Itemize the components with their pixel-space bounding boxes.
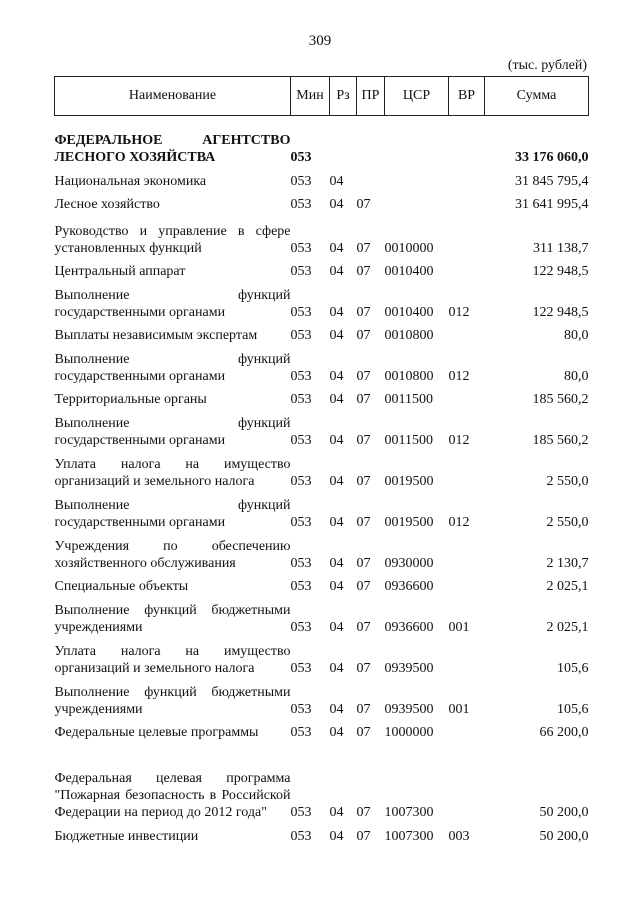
row-csr: 0011500	[384, 391, 433, 407]
row-min: 053	[290, 327, 312, 343]
table-row	[55, 213, 589, 257]
row-vr	[449, 166, 485, 190]
row-name: Выполнение функций бюджетными учреждениями	[54, 684, 291, 717]
row-sum: 105,6	[557, 660, 589, 676]
row-csr: 0019500	[384, 473, 434, 489]
row-rz: 04	[329, 555, 344, 571]
row-min: 053	[290, 724, 312, 740]
row-pr: 07	[356, 432, 371, 448]
row-rz	[330, 116, 357, 166]
row-sum: 66 200,0	[539, 724, 589, 740]
row-csr: 1007300	[384, 804, 434, 820]
row-name: Уплата налога на имущество организаций и земельного налога	[54, 456, 291, 489]
row-sum: 31 845 795,4	[515, 173, 589, 189]
row-vr: 001	[448, 619, 470, 635]
row-min: 053	[290, 555, 312, 571]
row-sum: 122 948,5	[532, 263, 589, 279]
row-pr: 07	[356, 619, 371, 635]
row-sum: 80,0	[564, 368, 589, 384]
table-row	[55, 531, 589, 572]
table-row	[55, 321, 589, 344]
row-name: Выполнение функций государственными органами	[54, 287, 291, 320]
row-pr: 07	[356, 327, 371, 343]
row-pr: 07	[356, 240, 371, 256]
row-min: 053	[290, 391, 312, 407]
row-pr: 07	[356, 701, 371, 717]
row-vr	[449, 190, 485, 213]
row-name: ФЕДЕРАЛЬНОЕ АГЕНТСТВО ЛЕСНОГО ХОЗЯЙСТВА	[54, 132, 291, 165]
row-min: 053	[290, 149, 312, 165]
row-name: Специальные объекты	[54, 578, 189, 594]
row-name: Центральный аппарат	[54, 263, 186, 279]
row-rz: 04	[329, 368, 344, 384]
row-name: Выплаты независимым экспертам	[54, 327, 258, 343]
table-row	[55, 718, 589, 741]
row-sum: 50 200,0	[539, 828, 589, 844]
row-rz: 04	[329, 804, 344, 820]
table-row	[55, 595, 589, 636]
row-csr: 0936600	[384, 578, 434, 594]
row-name: Выполнение функций государственными органами	[54, 415, 291, 448]
row-min: 053	[290, 263, 312, 279]
row-pr: 07	[356, 578, 371, 594]
row-sum: 2 550,0	[546, 473, 589, 489]
row-sum: 2 130,7	[546, 555, 589, 571]
row-min: 053	[290, 432, 312, 448]
row-sum: 50 200,0	[539, 804, 589, 820]
row-min: 053	[290, 804, 312, 820]
row-csr: 0010400	[384, 304, 434, 320]
row-rz: 04	[329, 240, 344, 256]
row-pr: 07	[356, 724, 371, 740]
row-csr: 0936600	[384, 619, 434, 635]
table-row	[55, 741, 589, 821]
row-sum: 2 025,1	[546, 619, 589, 635]
row-pr: 07	[356, 304, 371, 320]
table-row	[55, 572, 589, 595]
row-csr	[385, 166, 449, 190]
row-pr: 07	[356, 263, 371, 279]
row-pr	[357, 166, 385, 190]
row-rz: 04	[329, 724, 344, 740]
row-min: 053	[290, 196, 312, 212]
table-row	[55, 166, 589, 190]
row-min: 053	[290, 173, 312, 189]
row-sum: 31 641 995,4	[515, 196, 589, 212]
row-pr: 07	[356, 555, 371, 571]
row-rz: 04	[329, 263, 344, 279]
row-vr	[449, 718, 485, 741]
row-min: 053	[290, 240, 312, 256]
row-sum: 185 560,2	[532, 391, 589, 407]
row-sum: 80,0	[564, 327, 589, 343]
units-label: (тыс. рублей)	[507, 58, 587, 73]
row-rz: 04	[329, 391, 344, 407]
row-csr: 0010800	[384, 368, 434, 384]
row-vr	[449, 257, 485, 280]
row-pr: 07	[356, 368, 371, 384]
row-sum: 33 176 060,0	[515, 149, 589, 165]
table-row	[55, 821, 589, 845]
row-min: 053	[290, 473, 312, 489]
row-vr	[449, 321, 485, 344]
row-vr: 012	[448, 368, 470, 384]
row-min: 053	[290, 578, 312, 594]
row-name: Выполнение функций государственными органами	[54, 497, 291, 530]
row-rz: 04	[329, 432, 344, 448]
header-min: Мин	[291, 77, 330, 116]
row-min: 053	[290, 514, 312, 530]
row-rz: 04	[329, 514, 344, 530]
row-vr	[449, 449, 485, 490]
row-min: 053	[290, 619, 312, 635]
row-rz: 04	[329, 619, 344, 635]
row-vr: 001	[448, 701, 470, 717]
row-name: Бюджетные инвестиции	[54, 828, 199, 844]
table-row	[55, 636, 589, 677]
page-number: 309	[308, 33, 332, 49]
row-name: Учреждения по обеспечению хозяйственного обслуживания	[54, 538, 291, 571]
row-vr: 012	[448, 432, 470, 448]
row-rz: 04	[329, 701, 344, 717]
row-name: Руководство и управление в сфере установленных функций	[54, 223, 291, 256]
row-pr: 07	[356, 473, 371, 489]
row-sum: 2 025,1	[546, 578, 589, 594]
row-name: Лесное хозяйство	[54, 196, 160, 212]
row-csr: 0930000	[384, 555, 434, 571]
table-row	[55, 385, 589, 408]
table-row	[55, 344, 589, 385]
header-vr: ВР	[449, 77, 485, 116]
row-rz: 04	[329, 578, 344, 594]
row-vr	[449, 572, 485, 595]
row-vr	[449, 116, 485, 166]
row-sum: 311 138,7	[533, 240, 589, 256]
row-csr: 0019500	[384, 514, 434, 530]
table-row	[55, 280, 589, 321]
row-rz: 04	[329, 828, 344, 844]
table-row	[55, 490, 589, 531]
row-csr: 0011500	[384, 432, 433, 448]
row-rz: 04	[329, 304, 344, 320]
row-csr: 1000000	[384, 724, 434, 740]
row-name: Национальная экономика	[54, 173, 207, 189]
row-vr: 012	[448, 304, 470, 320]
row-csr	[385, 190, 449, 213]
row-min: 053	[290, 368, 312, 384]
row-vr	[449, 385, 485, 408]
row-vr: 012	[448, 514, 470, 530]
row-min: 053	[290, 701, 312, 717]
row-csr: 0010400	[384, 263, 434, 279]
row-name: Выполнение функций бюджетными учреждениями	[54, 602, 291, 635]
row-rz: 04	[329, 660, 344, 676]
header-name: Наименование	[55, 77, 291, 116]
row-min: 053	[290, 660, 312, 676]
table-row	[55, 116, 589, 166]
table-row	[55, 677, 589, 718]
header-rz: Рз	[330, 77, 357, 116]
row-sum: 185 560,2	[532, 432, 589, 448]
table-row	[55, 408, 589, 449]
row-rz: 04	[329, 327, 344, 343]
row-rz: 04	[329, 473, 344, 489]
row-name: Уплата налога на имущество организаций и земельного налога	[54, 643, 291, 676]
row-sum: 105,6	[557, 701, 589, 717]
row-pr: 07	[356, 828, 371, 844]
table-header-row	[55, 77, 589, 116]
table-row	[55, 449, 589, 490]
row-pr: 07	[356, 660, 371, 676]
row-min: 053	[290, 304, 312, 320]
row-pr: 07	[356, 391, 371, 407]
row-vr	[449, 741, 485, 821]
row-csr: 0010000	[384, 240, 434, 256]
row-pr: 07	[356, 514, 371, 530]
row-csr: 0939500	[384, 660, 434, 676]
table-row	[55, 190, 589, 213]
row-csr: 1007300	[384, 828, 434, 844]
row-name: Федеральная целевая программа "Пожарная безопасность в Российской Федерации на период до 2012 года"	[54, 770, 291, 820]
row-rz: 04	[329, 196, 344, 212]
row-csr: 0010800	[384, 327, 434, 343]
row-name: Федеральные целевые программы	[54, 724, 259, 740]
row-min: 053	[290, 828, 312, 844]
row-rz: 04	[329, 173, 344, 189]
row-csr: 0939500	[384, 701, 434, 717]
row-pr: 07	[356, 196, 371, 212]
row-vr: 003	[448, 828, 470, 844]
row-vr	[449, 531, 485, 572]
row-pr	[357, 116, 385, 166]
row-name: Территориальные органы	[54, 391, 207, 407]
row-sum: 122 948,5	[532, 304, 589, 320]
row-pr: 07	[356, 804, 371, 820]
row-vr	[449, 636, 485, 677]
row-csr	[385, 116, 449, 166]
budget-table	[54, 76, 589, 845]
table-row	[55, 257, 589, 280]
header-csr: ЦСР	[385, 77, 449, 116]
header-pr: ПР	[357, 77, 385, 116]
row-sum: 2 550,0	[546, 514, 589, 530]
row-vr	[449, 213, 485, 257]
row-name: Выполнение функций государственными органами	[54, 351, 291, 384]
header-sum: Сумма	[485, 77, 589, 116]
